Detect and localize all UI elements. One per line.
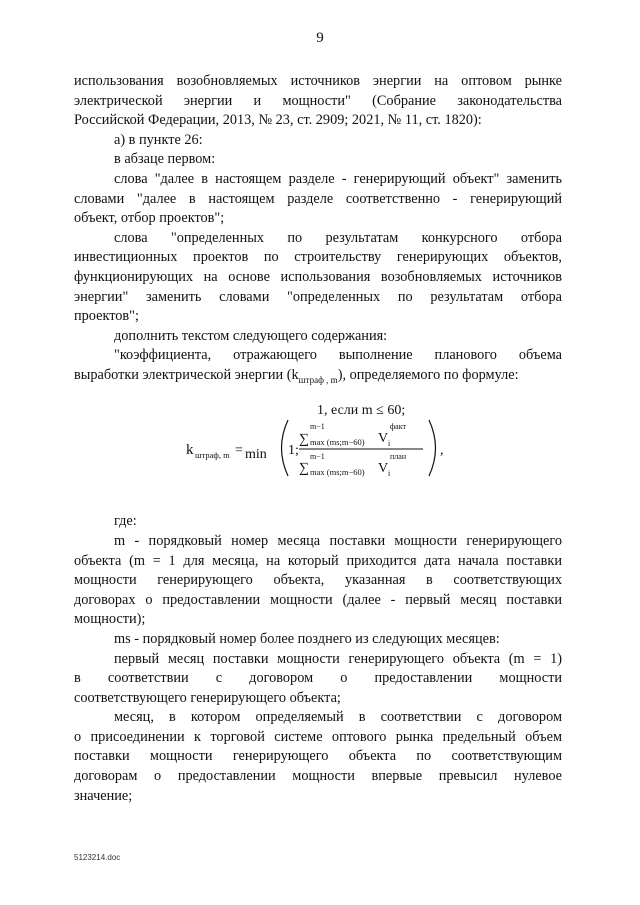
- text-line: проектов";: [74, 308, 139, 325]
- paragraph-words-replace-1: [74, 170, 562, 229]
- formula-den-sigma: ∑: [299, 461, 309, 477]
- text-line: мощности генерирующего объекта, указанная в соответствующих: [74, 572, 562, 589]
- formula-block: [74, 390, 562, 498]
- text-line: в соответствии с договором о предоставлении мощности: [74, 670, 562, 687]
- formula-den-sub: i: [388, 469, 391, 479]
- formula-num-sigma: ∑: [299, 432, 309, 448]
- text-line: слова "далее в настоящем разделе - генерирующий объект" заменить: [114, 170, 562, 187]
- page-number: 9: [316, 30, 324, 46]
- formula-k: k: [186, 442, 194, 459]
- footer-filename: 5123214.doc: [74, 853, 121, 862]
- formula-min: min: [245, 447, 267, 463]
- paragraph-add-text: дополнить текстом следующего содержания:: [114, 327, 388, 344]
- text-line: первый месяц поставки мощности генерирующего объекта (m = 1): [114, 650, 562, 667]
- where-label: где:: [114, 513, 137, 530]
- text-line: соответствующего генерирующего объекта;: [74, 689, 341, 706]
- text-line: m - порядковый номер месяца поставки мощности генерирующего: [114, 532, 562, 549]
- text-line: значение;: [74, 787, 133, 804]
- formula-num-upper: m−1: [310, 422, 325, 432]
- paragraph-m-definition: [74, 532, 562, 630]
- paragraph-words-replace-2: [74, 229, 562, 327]
- item-a: а) в пункте 26:: [114, 131, 203, 148]
- paragraph-coefficient: [74, 346, 562, 390]
- formula-num-sub: i: [388, 439, 391, 449]
- text-fragment: выработки электрической энергии (: [74, 366, 292, 383]
- text-line: электрической энергии и мощности" (Собрание законодательства: [74, 92, 562, 109]
- paragraph-first-heading: в абзаце первом:: [114, 151, 216, 168]
- coef-subscript: штраф , m: [298, 374, 338, 385]
- paragraph-intro-continuation: [74, 72, 562, 131]
- formula-num-sup: факт: [390, 422, 407, 432]
- formula-den-upper: m−1: [310, 452, 325, 462]
- paragraph-month-condition: [74, 708, 562, 806]
- document-body: [74, 72, 562, 806]
- text-line: Российской Федерации, 2013, № 23, ст. 2909; 2021, № 11, ст. 1820):: [74, 112, 482, 129]
- text-line: мощности);: [74, 611, 146, 628]
- paragraph-ms-definition: ms - порядковый номер более позднего из следующих месяцев:: [114, 630, 500, 647]
- text-line: о присоединении к торговой системе оптового рынка предельный объем: [74, 728, 562, 745]
- text-line: энергии" заменить словами "определенных по результатам отбора: [74, 288, 562, 305]
- formula-svg: [74, 390, 562, 498]
- formula-num-v: V: [378, 431, 389, 447]
- text-fragment: ), определяемого по формуле:: [337, 366, 519, 383]
- text-line: использования возобновляемых источников энергии на оптовом рынке: [74, 73, 562, 89]
- text-line: функционирующих на основе использования возобновляемых источников: [74, 268, 562, 285]
- formula-right-paren: [429, 420, 436, 476]
- text-line: объекта (m = 1 для месяца, на который приходится дата начала поставки: [74, 552, 562, 569]
- text-line: инвестиционных проектов по строительству генерирующих объектов,: [74, 249, 562, 266]
- formula-comma: ,: [440, 443, 444, 459]
- text-line: словами "далее в настоящем разделе соответственно - генерирующий: [74, 190, 562, 207]
- formula-den-v: V: [378, 461, 389, 477]
- coef-symbol: k: [291, 366, 299, 383]
- paragraph-first-month: [74, 650, 562, 709]
- text-line: поставки мощности генерирующего объекта по соответствующим: [74, 748, 562, 765]
- text-line: договорах о предоставлении мощности (далее - первый месяц поставки: [74, 591, 562, 608]
- formula-equals: =: [235, 443, 243, 459]
- formula-one: 1;: [288, 443, 299, 459]
- text-line: месяц, в котором определяемый в соответствии с договором: [114, 709, 562, 726]
- formula-num-lower: max (ms;m−60): [310, 437, 365, 448]
- formula-case-1: 1, если m ≤ 60;: [317, 403, 406, 419]
- formula-den-lower: max (ms;m−60): [310, 467, 365, 478]
- text-line: объект, отбор проектов";: [74, 210, 225, 227]
- formula-den-sup: план: [390, 452, 407, 462]
- text-line: "коэффициента, отражающего выполнение планового объема: [114, 347, 562, 364]
- spacer: [74, 498, 562, 512]
- formula-k-subscript: штраф, m: [195, 450, 230, 461]
- text-line: [74, 366, 562, 390]
- text-line: договорам о предоставлении мощности впервые превысил нулевое: [74, 768, 562, 785]
- text-line: слова "определенных по результатам конкурсного отбора: [114, 229, 562, 246]
